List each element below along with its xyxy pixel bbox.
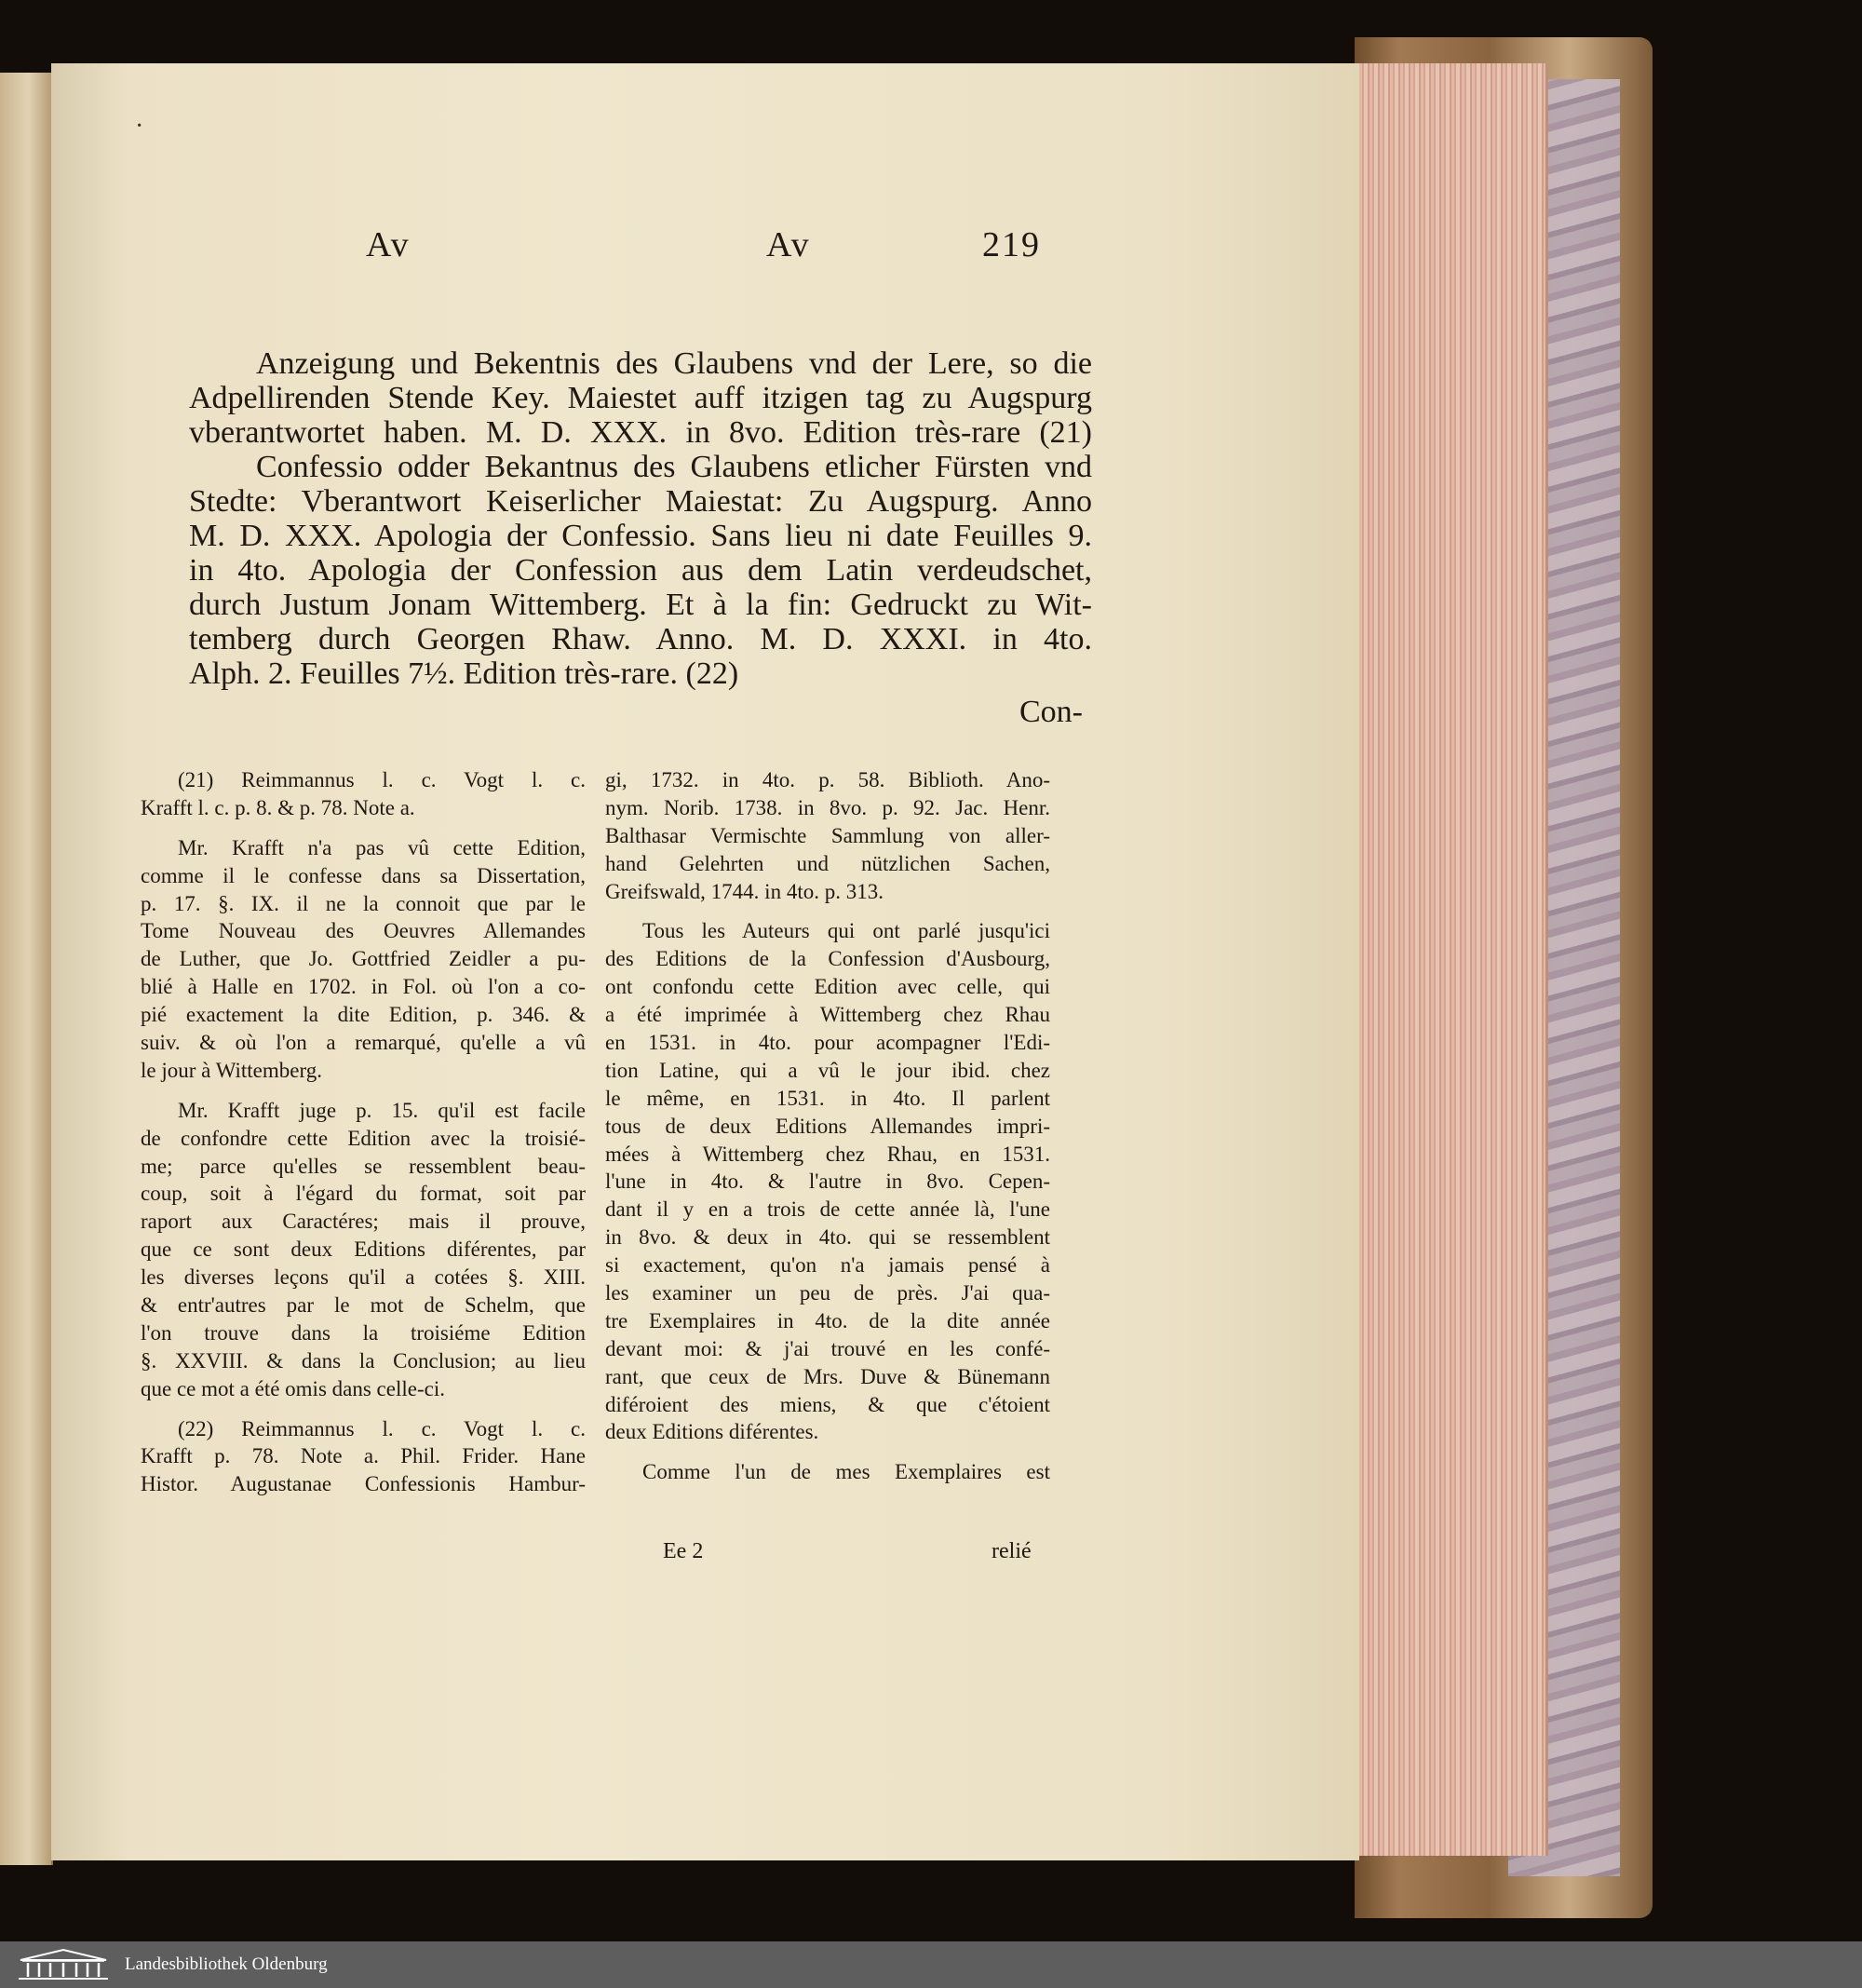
main-line: Anzeigung und Bekentnis des Glaubens vnd der Lere, so die	[256, 346, 1092, 381]
note-line: gi, 1732. in 4to. p. 58. Biblioth. Ano-	[605, 768, 1050, 791]
main-line: Stedte: Vberantwort Keiserlicher Maiestat: Zu Augspurg. Anno	[189, 484, 1092, 519]
note-line: (21) Reimmannus l. c. Vogt l. c.	[178, 768, 586, 791]
main-line: M. D. XXX. Apologia der Confessio. Sans lieu ni date Feuilles 9.	[189, 519, 1092, 553]
book-page	[51, 63, 1359, 1860]
signature-mark: Ee 2	[663, 1539, 704, 1563]
note-line: hand Gelehrten und nützlichen Sachen,	[605, 851, 1050, 875]
note-line: (22) Reimmannus l. c. Vogt l. c.	[178, 1416, 586, 1440]
note-line: le même, en 1531. in 4to. Il parlent	[605, 1086, 1050, 1110]
note-line: en 1531. in 4to. pour acompagner l'Edi-	[605, 1031, 1050, 1055]
ink-dot: ·	[135, 112, 144, 141]
main-line: temberg durch Georgen Rhaw. Anno. M. D. XXXI. in 4to.	[189, 622, 1092, 656]
note-line: les examiner un peu de près. J'ai qua-	[605, 1281, 1050, 1305]
note-line: pié exactement la dite Edition, p. 346. &	[141, 1003, 586, 1027]
library-name: Landesbibliothek Oldenburg	[125, 1954, 328, 1974]
note-line: devant moi: & j'ai trouvé en les confé-	[605, 1336, 1050, 1360]
note-line: Histor. Augustanae Confessionis Hambur-	[141, 1472, 586, 1496]
footnotes-left-column	[141, 766, 586, 1498]
main-line: Confessio odder Bekantnus des Glaubens etlicher Fürsten vnd	[256, 450, 1092, 484]
page-number: 219	[982, 225, 1041, 264]
main-line: Adpellirenden Stende Key. Maiestet auff itzigen tag zu Augspurg	[189, 381, 1092, 415]
note-line: tous de deux Editions Allemandes impri-	[605, 1114, 1050, 1138]
note-line: tion Latine, qui a vû le jour ibid. chez	[605, 1058, 1050, 1082]
note-line: & entr'autres par le mot de Schelm, que	[141, 1293, 586, 1318]
running-head-center: Av	[766, 225, 811, 264]
note-line: Balthasar Vermischte Sammlung von aller-	[605, 823, 1050, 847]
note-line: diféroient des miens, & que c'étoient	[605, 1392, 1050, 1416]
note-line: coup, soit à l'égard du format, soit par	[141, 1182, 586, 1206]
note-line: Mr. Krafft n'a pas vû cette Edition,	[178, 835, 586, 859]
note-line: §. XXVIII. & dans la Conclusion; au lieu	[141, 1348, 586, 1373]
note-line: deux Editions diférentes.	[605, 1420, 819, 1444]
note-line: si exactement, qu'on n'a jamais pensé à	[605, 1253, 1050, 1278]
note-line: rant, que ceux de Mrs. Duve & Bünemann	[605, 1364, 1050, 1388]
footer-bar	[0, 1941, 1862, 1988]
note-line: suiv. & où l'on a remarqué, qu'elle a vû	[141, 1031, 586, 1055]
note-line: p. 17. §. IX. il ne la connoit que par le	[141, 891, 586, 915]
note-line: de Luther, que Jo. Gottfried Zeidler a pu-	[141, 947, 586, 971]
note-line: Krafft p. 78. Note a. Phil. Frider. Hane	[141, 1444, 586, 1468]
note-line: que ce sont deux Editions diférentes, par	[141, 1237, 586, 1262]
main-line: Alph. 2. Feuilles 7½. Edition très-rare. (22)	[189, 656, 739, 691]
note-line: raport aux Caractéres; mais il prouve,	[141, 1210, 586, 1234]
library-building-icon	[17, 1948, 110, 1981]
footnotes-right-column	[605, 766, 1050, 1486]
catchword: Con-	[1019, 695, 1083, 729]
main-line: durch Justum Jonam Wittemberg. Et à la fin: Gedruckt zu Wit-	[189, 588, 1092, 622]
note-line: Tous les Auteurs qui ont parlé jusqu'ici	[642, 919, 1050, 943]
note-line: des Editions de la Confession d'Ausbourg,	[605, 947, 1050, 971]
main-line: in 4to. Apologia der Confession aus dem Latin verdeudschet,	[189, 553, 1092, 588]
note-line: le jour à Wittemberg.	[141, 1058, 322, 1082]
catchword-notes: relié	[992, 1539, 1032, 1563]
running-head-left: Av	[366, 225, 411, 264]
note-line: dant il y en a trois de cette année là, l'une	[605, 1197, 1050, 1222]
note-line: Mr. Krafft juge p. 15. qu'il est facile	[178, 1098, 586, 1122]
note-line: Comme l'un de mes Exemplaires est	[642, 1460, 1050, 1484]
note-line: me; parce qu'elles se ressemblent beau-	[141, 1154, 586, 1178]
note-line: Krafft l. c. p. 8. & p. 78. Note a.	[141, 795, 415, 819]
note-line: que ce mot a été omis dans celle-ci.	[141, 1376, 445, 1400]
note-line: Greifswald, 1744. in 4to. p. 313.	[605, 879, 884, 903]
note-line: comme il le confesse dans sa Dissertation,	[141, 863, 586, 887]
note-line: mées à Wittemberg chez Rhau, en 1531.	[605, 1142, 1050, 1166]
main-text	[189, 346, 1092, 691]
note-line: blié à Halle en 1702. in Fol. où l'on a co-	[141, 975, 586, 999]
note-line: de confondre cette Edition avec la troisié-	[141, 1126, 586, 1150]
note-line: a été imprimée à Wittemberg chez Rhau	[605, 1003, 1050, 1027]
note-line: tre Exemplaires in 4to. de la dite année	[605, 1308, 1050, 1332]
left-page-edge	[0, 73, 53, 1865]
note-line: l'une in 4to. & l'autre in 8vo. Cepen-	[605, 1170, 1050, 1194]
note-line: l'on trouve dans la troisiéme Edition	[141, 1320, 586, 1345]
note-line: Tome Nouveau des Oeuvres Allemandes	[141, 919, 586, 943]
note-line: in 8vo. & deux in 4to. qui se ressemblent	[605, 1225, 1050, 1250]
main-line: vberantwortet haben. M. D. XXX. in 8vo. Edition très-rare (21)	[189, 415, 1092, 450]
note-line: les diverses leçons qu'il a cotées §. XIII.	[141, 1265, 586, 1290]
page-edges	[1359, 63, 1548, 1856]
note-line: nym. Norib. 1738. in 8vo. p. 92. Jac. Henr.	[605, 795, 1050, 819]
note-line: ont confondu cette Edition avec celle, qui	[605, 975, 1050, 999]
